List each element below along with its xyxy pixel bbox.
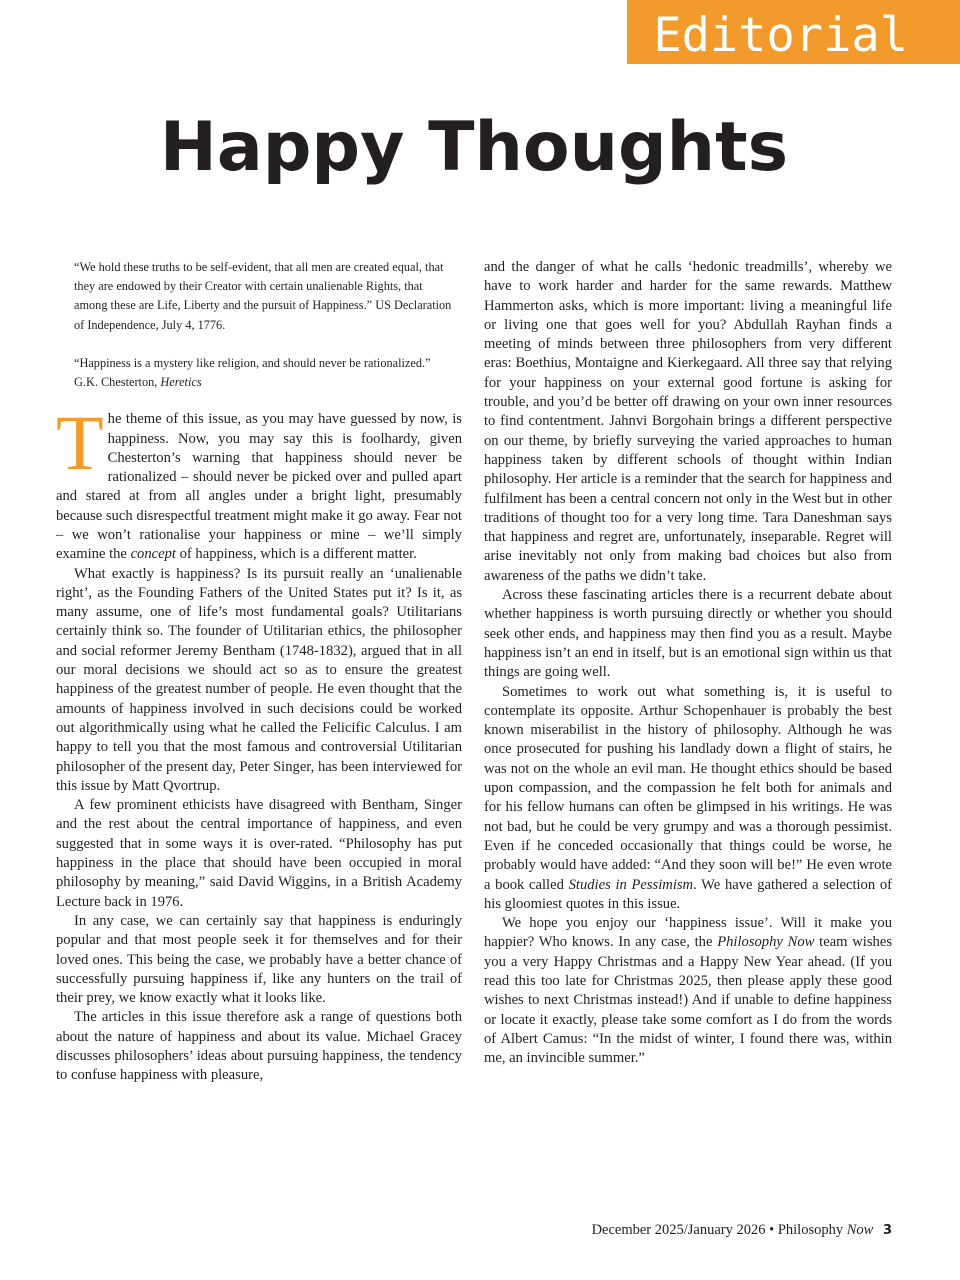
left-column	[56, 258, 462, 1086]
body-paragraph: Sometimes to work out what something is, it is useful to contemplate its opposite. Arthur Schopenhauer is probably the best known miserabilist in the history of philosophy. Although he was once prosecuted for pushing his landlady down a flight of stairs, he was not on the whole an evil man. He thought ethics should be based upon compassion, and the compassion he felt both for animals and for his fellow humans can often be glimpsed in his writings. He was not bad, but he could be very grumpy and was a thorough pessimist. Even if he conceded occasionally that things could be worse, he probably would have added: “And they soon will be!” He even wrote a book called Studies in Pessimism. We have gathered a selection of his gloomiest quotes in this issue.	[484, 683, 892, 912]
body-paragraph-continued: and the danger of what he calls ‘hedonic treadmills’, whereby we have to work harder and harder for the same rewards. Matthew Hammerton asks, which is more important: living a meaningful life or living one that goes well for you? Abdullah Rayhan finds a meeting of minds between three philosophers from very different eras: Boethius, Montaigne and Kierkegaard. All three say that relying for your happiness on your external good fortune is asking for trouble, and you’d be better off drawing on your own inner resources to find contentment. Jahnvi Borgohain brings a different perspective on our theme, by briefly surveying the varied approaches to human happiness taken by different schools of thought within Indian philosophy. Her article is a reminder that the search for happiness and fulfilment has been a central concern not only in the West but in other traditions of thought too for a very long time. Tara Daneshman says that happiness and regret are, unfortunately, inseparable. Regret will arise inevitably not only from making bad choices but also from awareness of the paths we didn’t take.	[484, 259, 892, 584]
epigraphs	[56, 258, 462, 392]
body-paragraph: We hope you enjoy our ‘happiness issue’. Will it make you happier? Who knows. In any case, the Philosophy Now team wishes you a very Happy Christmas and a Happy New Year ahead. (If you read this too late for Christmas 2025, then please apply these good wishes to next Christmas instead!) And if unable to define happiness or locate it exactly, please take some comfort as I do from the words of Albert Camus: “In the midst of winter, I found there was, within me, an invincible summer.”	[484, 915, 892, 1067]
page-number: 3	[882, 1223, 892, 1238]
body-paragraph: A few prominent ethicists have disagreed with Bentham, Singer and the rest about the central importance of happiness, and even suggested that in some ways it is over-rated. “Philosophy has put happiness in the place that should have been occupied in moral philosophy by meaning,” said David Wiggins, in a British Academy Lecture back in 1976.	[56, 797, 462, 910]
body-paragraph: In any case, we can certainly say that happiness is enduringly popular and that most people seek it for themselves and for their loved ones. This being the case, we probably have a better chance of successfully pursuing happiness if, like any hunters on the trail of their prey, we know exactly what it looks like.	[56, 912, 462, 1007]
epigraph-source: US Declaration of Independence, July 4, 1776.	[74, 298, 452, 332]
epigraph	[74, 354, 452, 392]
epigraph-source-work: Heretics	[160, 375, 202, 390]
section-tab	[627, 0, 960, 64]
right-column	[484, 258, 892, 1068]
bullet: •	[769, 1222, 775, 1238]
section-label: Editorial	[653, 8, 908, 63]
body-paragraph: Across these fascinating articles there is a recurrent debate about whether happiness is worth pursuing directly or whether you should seek other ends, and happiness may then find you as a result. Maybe happiness isn’t an end in itself, but is an emotional sign within us that things are going well.	[484, 587, 892, 681]
magazine-name-now: Now	[846, 1222, 874, 1238]
epigraph-source: G.K. Chesterton,	[74, 375, 158, 390]
body-paragraph: What exactly is happiness? Is its pursuit really an ‘unalienable right’, as the Founding Fathers of the United States put it? Is it, as many assume, one of life’s most fundamental goals? Utilitarians certainly think so. The founder of Utilitarian ethics, the philosopher and social reformer Jeremy Bentham (1748-1832), argued that in all our moral decisions we should act so as to ensure the greatest happiness of the greatest number of people. He even thought that the amounts of happiness involved in such decisions could be worked out algorithmically using what he called the Felicific Calculus. I am happy to tell you that the most famous and controversial Utilitarian philosopher of the present day, Peter Singer, has been interviewed for this issue by Matt Qvortrup.	[56, 565, 462, 794]
body-paragraph: The theme of this issue, as you may have guessed by now, is happiness. Now, you may say this is foolhardy, given Chesterton’s warning that happiness should never be rationalized – should never be picked over and pulled apart and stared at from all angles under a bright light, presumably because such disrespectful treatment might make it go away. Fear not – we won’t rationalise your happiness or mine – we’ll simply examine the concept of happiness, which is a different matter.	[56, 399, 462, 563]
article-title: Happy Thoughts	[159, 108, 789, 187]
body-paragraph: The articles in this issue therefore ask a range of questions both about the nature of happiness and about its value. Michael Gracey discusses philosophers’ ideas about pursuing happiness, the tendency to confuse happiness with pleasure,	[56, 1009, 462, 1084]
issue-date: December 2025/January 2026	[591, 1222, 766, 1238]
drop-cap: T	[56, 399, 104, 487]
magazine-name: Philosophy	[777, 1222, 844, 1238]
epigraph	[74, 258, 452, 335]
page-footer	[592, 1222, 892, 1239]
epigraph-quote: “We hold these truths to be self-evident, that all men are created equal, that they are endowed by their Creator with certain unalienable Rights, that among these are Life, Liberty and the pursuit of Happiness.”	[74, 260, 444, 313]
epigraph-quote: “Happiness is a mystery like religion, and should never be rationalized.”	[74, 355, 431, 370]
